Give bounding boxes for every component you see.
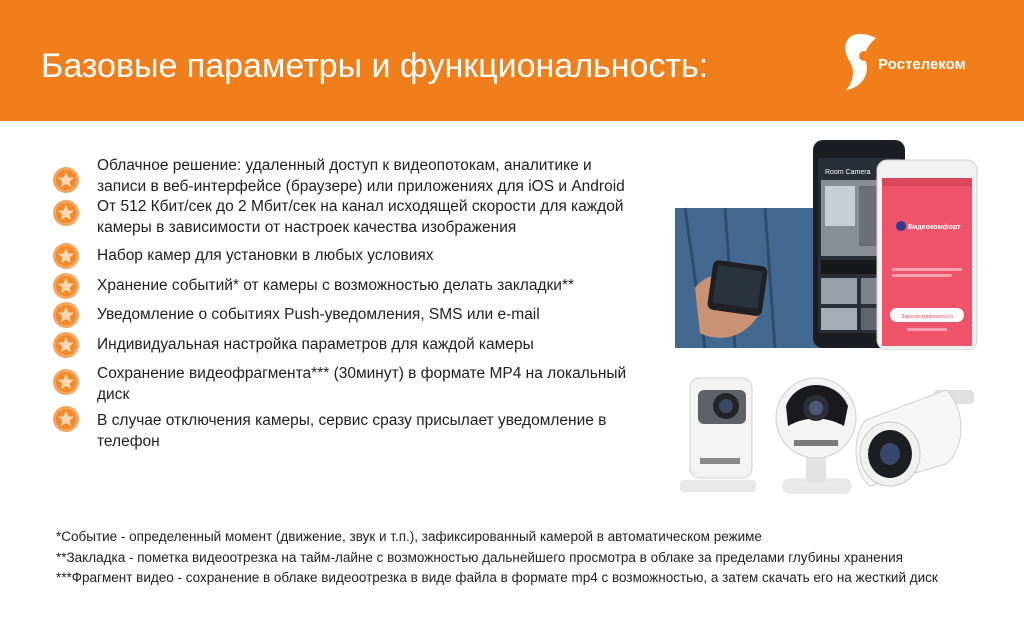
list-item <box>52 246 652 267</box>
header-bar <box>0 0 1024 121</box>
list-item-line: Уведомление о событиях Push-уведомления, SMS или e-mail <box>97 306 540 323</box>
star-bullet-icon <box>52 166 80 194</box>
list-item-line: Хранение событий* от камеры с возможностью делать закладки** <box>97 276 575 294</box>
footnote: ***Фрагмент видео - сохранение в облаке видеоотрезка в виде файла в формате mp4 с возможностью, а затем скачать его на жесткий диск <box>56 570 938 585</box>
list-item <box>52 305 652 326</box>
dark-phone-label: Room Camera <box>825 169 871 176</box>
footnote: **Закладка - пометка видеоотрезка на тайм-лайне с возможностью дальнейшего просмотра в облаке за пределами глубины хранения <box>56 549 903 565</box>
list-item-line: записи в веб-интерфейсе (браузере) или приложениях для iOS и Android <box>97 177 625 195</box>
logo-text: Ростелеком <box>878 56 966 73</box>
footnotes <box>56 527 938 589</box>
list-item-line: камеры в зависимости от настроек качества изображения <box>97 218 517 236</box>
phones-photo <box>675 138 980 350</box>
app-brand: Видеокомфорт <box>908 224 961 231</box>
footnote: *Событие - определенный момент (движение, звук и т.п.), зафиксированный камерой в автоматическом режиме <box>56 529 762 544</box>
star-bullet-icon <box>52 331 80 359</box>
page-title: Базовые параметры и функциональность: <box>41 47 709 85</box>
star-bullet-icon <box>52 272 80 300</box>
star-bullet-icon <box>52 242 80 270</box>
list-item <box>52 335 652 356</box>
list-item-line: В случае отключения камеры, сервис сразу присылает уведомление в <box>97 412 607 429</box>
star-bullet-icon <box>52 301 80 329</box>
feature-list <box>52 156 652 452</box>
list-item-line: Индивидуальная настройка параметров для каждой камеры <box>97 335 534 353</box>
rostelecom-logo-icon <box>836 28 884 100</box>
cameras-photo <box>676 368 982 500</box>
list-item-line: Сохранение видеофрагмента*** (30минут) в формате MP4 на локальный <box>97 365 627 382</box>
star-bullet-icon <box>52 199 80 227</box>
list-item <box>52 156 652 197</box>
star-bullet-icon <box>52 368 80 396</box>
list-item-line: диск <box>97 385 130 403</box>
list-item-line: Облачное решение: удаленный доступ к видеопотокам, аналитике и <box>97 157 592 174</box>
app-register-button: Зарегистрироваться <box>901 314 954 320</box>
list-item <box>52 364 652 405</box>
rostelecom-logo <box>836 28 996 100</box>
list-item-line: телефон <box>97 432 160 450</box>
star-bullet-icon <box>52 405 80 433</box>
list-item <box>52 411 652 452</box>
list-item-line: От 512 Кбит/сек до 2 Мбит/сек на канал исходящей скорости для каждой <box>97 198 624 215</box>
list-item <box>52 276 652 297</box>
list-item-line: Набор камер для установки в любых условиях <box>97 247 434 264</box>
list-item <box>52 197 652 238</box>
